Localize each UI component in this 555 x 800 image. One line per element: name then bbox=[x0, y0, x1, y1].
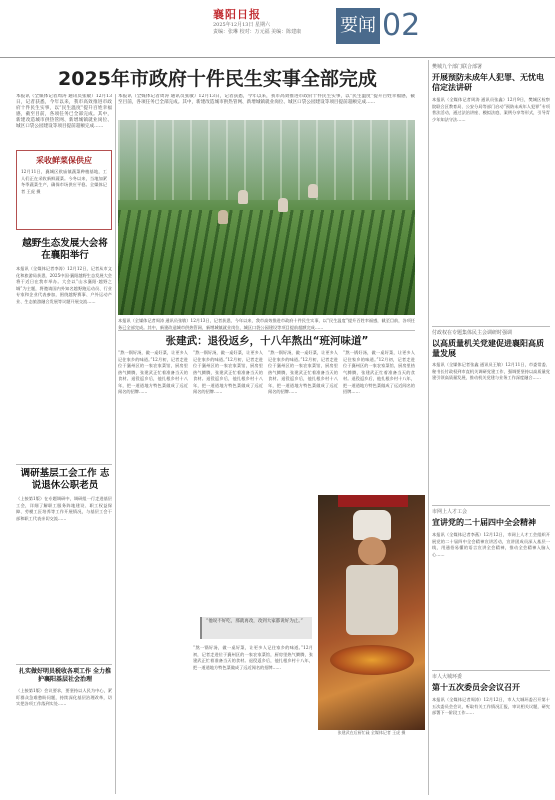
article-title: 第十五次委员会会议召开 bbox=[432, 683, 520, 692]
article-kicker: 樊城九个部门联合部署 bbox=[432, 64, 483, 70]
article-body: 本报讯（全媒体记者周涛 通讯员张鑫）12月9日，樊城区检察院联合区教育局、公安分局等部门启动“预防未成年人犯罪”专项普法活动，通过法治讲座、模拟法庭、案例分享等形式，引导青少年知法守法…… bbox=[432, 97, 550, 122]
article-kicker: 市人大城环委 bbox=[432, 674, 463, 680]
divider bbox=[16, 464, 112, 465]
issue-date: 2025年12月13日 星期六 bbox=[213, 22, 271, 28]
article-title: 扎实做好明员税收各项工作 全力推护襄阳基层社会治理 bbox=[18, 668, 112, 683]
article-kicker: 市网上人才工会 bbox=[432, 509, 468, 515]
article-title: 开展预防未成年人犯罪、无忧电信定法讲研 bbox=[432, 73, 544, 92]
editor-credits: 责编：张琳 校对：万元福 美编：陈建康 bbox=[213, 29, 302, 35]
lead-article-intro: 本报讯（全媒体记者周涛 通讯员张敏）12月13日，记者获悉，今年以来，我市高效推进市政府十件民生实事，以“民生温度”提升百姓幸福感，截至目前，各项任务已全部完成。其中，新建改造城市供热管网、新增城镇就业岗位、城区口袋公园建设等项目提前超额完成…… bbox=[16, 94, 112, 129]
article-title: 越野生态发展大会将在襄阳举行 bbox=[22, 238, 108, 261]
greenhouse-roof bbox=[118, 120, 415, 200]
feature-title: 张建武：退役返乡，十八年熬出“班河味道” bbox=[165, 335, 369, 347]
article-body: 本报讯（全媒体记者李燕）12月12日，市网上人才工会组织开展党的二十届四中全会精神宣讲活动，宣讲团成员深入基层一线，用通俗易懂的语言宣讲全会精神，推动全会精神入脑入心…… bbox=[432, 532, 550, 557]
fish-dish bbox=[330, 645, 414, 675]
column-divider bbox=[428, 60, 429, 795]
feature-body-col1: “熬一锅好汤，做一桌好菜，让更多人记住家乡的味道。”12月初，记者走进位于襄州区的一家农家菜馆，厨房里热气腾腾，张建武正忙着准备当天的食材。退役返乡后，他扎根乡村十八年，把一道道地方特色菜做成了远近闻名的招牌…… bbox=[118, 350, 188, 394]
crop-field bbox=[118, 210, 415, 315]
newspaper-logo: 襄阳日报 bbox=[213, 8, 261, 21]
section-label: 要闻 bbox=[336, 8, 380, 44]
article-body: 本报讯（全媒体记者周涛）12月12日，市人大城环委召开第十五次委员会会议，听取有关工作情况汇报，审议相关议题，研究部署下一阶段工作…… bbox=[432, 697, 550, 715]
callout-text: 12月11日，襄城区欧庙镇蔬菜种植基地，工人们正在采收新鲜蔬菜。今冬以来，当地加紧冬季蔬菜生产，确保市场供应平稳。全媒体记者 王虎 摄 bbox=[21, 169, 107, 194]
article-title: 以高质量机关党建促进襄阳高质量发展 bbox=[432, 339, 544, 358]
feature-body-col3: “熬一锅好汤，做一桌好菜，让更多人记住家乡的味道。”12月初，记者走进位于襄州区的一家农家菜馆，厨房里热气腾腾，张建武正忙着准备当天的食材。退役返乡后，他扎根乡村十八年，把一道道地方特色菜做成了远近闻名的招牌…… bbox=[268, 350, 338, 394]
feature-body-col2: “熬一锅好汤，做一桌好菜，让更多人记住家乡的味道。”12月初，记者走进位于襄州区的一家农家菜馆，厨房里热气腾腾，张建武正忙着准备当天的食材。退役返乡后，他扎根乡村十八年，把一道道地方特色菜做成了远近闻名的招牌…… bbox=[193, 350, 263, 394]
chef-uniform bbox=[346, 565, 398, 635]
farm-worker bbox=[218, 210, 228, 224]
vegetable-harvest-photo bbox=[118, 120, 415, 315]
divider bbox=[432, 326, 550, 327]
masthead bbox=[0, 0, 555, 58]
page-number: 02 bbox=[382, 8, 421, 43]
article-body: （上接第1版）会议要求，要坚持以人民为中心，紧盯群众急难愁盼问题，持续深化基层治理改革，切实把各项工作落到实处…… bbox=[16, 688, 112, 706]
callout-title: 采收鲜菜保供应 bbox=[36, 156, 92, 165]
divider bbox=[432, 505, 550, 506]
pull-quote: “他说不好吃，那就再改，改到大家都说好为止。” bbox=[200, 617, 312, 639]
lead-article-continuation: 本报讯（全媒体记者周涛 通讯员张敏）12月13日，记者获悉，今年以来，我市高效推进市政府十件民生实事，以“民生温度”提升百姓幸福感，截至目前，各项任务已全部完成。其中，新建改造城市供热管网、新增城镇就业岗位、城区口袋公园建设等项目提前超额完成…… bbox=[118, 318, 415, 330]
column-divider bbox=[115, 94, 116, 794]
main-headline: 2025年市政府十件民生实事全部完成 bbox=[58, 68, 377, 90]
divider bbox=[432, 670, 550, 671]
chef-hat bbox=[353, 510, 391, 540]
chef-photo bbox=[318, 495, 425, 730]
farm-worker bbox=[238, 190, 248, 204]
article-kicker: 付政权在专题集体民主会调研时强调 bbox=[432, 330, 513, 336]
photo-caption-box bbox=[16, 150, 112, 230]
article-body: 本报讯（全媒体记者李涛）12月12日，记者从市文化和旅游局获悉，2025中国·襄阳越野生态发展大会将于近日在我市举办。大会以“山水襄阳·越野之城”为主题，将邀请国内外知名越野跑运动员、行业专家和企业代表参加，围绕越野赛事、户外运动产业、生态旅游融合发展等议题开展交流…… bbox=[16, 266, 112, 304]
feature-body-col4: “熬一锅好汤，做一桌好菜，让更多人记住家乡的味道。”12月初，记者走进位于襄州区的一家农家菜馆，厨房里热气腾腾，张建武正忙着准备当天的食材。退役返乡后，他扎根乡村十八年，把一道道地方特色菜做成了远近闻名的招牌…… bbox=[343, 350, 415, 394]
divider bbox=[16, 664, 112, 665]
article-title: 宣讲党的二十届四中全会精神 bbox=[432, 518, 536, 527]
article-body: （上接第1版）在专题调研中，调研组一行走进基层工会，详细了解职工服务阵地建设、职工权益保障、劳模工匠培养等工作开展情况，与基层工会干部和职工代表亲切交流…… bbox=[16, 496, 112, 521]
dateline bbox=[213, 22, 323, 36]
lead-article-body: 本报讯（全媒体记者周涛 通讯员张敏）12月13日，记者获悉，今年以来，我市高效推进市政府十件民生实事，以“民生温度”提升百姓幸福感，截至目前，各项任务已全部完成。其中，新建改造城市供热管网、新增城镇就业岗位、城区口袋公园建设等项目提前超额完成…… bbox=[118, 94, 415, 105]
farm-worker bbox=[278, 198, 288, 212]
divider bbox=[118, 330, 415, 331]
restaurant-sign bbox=[338, 495, 408, 507]
feature-body-col2b: “熬一锅好汤，做一桌好菜，让更多人记住家乡的味道。”12月初，记者走进位于襄州区的一家农家菜馆，厨房里热气腾腾，张建武正忙着准备当天的食材。退役返乡后，他扎根乡村十八年，把一道道地方特色菜做成了远近闻名的招牌…… bbox=[193, 645, 313, 670]
article-title: 调研基层工会工作 志说退休公职老员 bbox=[20, 468, 110, 491]
article-body: 本报讯（全媒体记者张鑫 通讯员王敏）12月11日，市委常委、秘书长付政权到市直机关调研党建工作，强调要坚持以高质量党建引领高质量发展，推动机关党建与业务工作深度融合…… bbox=[432, 362, 550, 380]
chef-photo-caption: 张建武在后厨忙碌 全媒体记者 王虎 摄 bbox=[337, 730, 406, 735]
chef-face bbox=[358, 537, 386, 565]
farm-worker bbox=[308, 184, 318, 198]
